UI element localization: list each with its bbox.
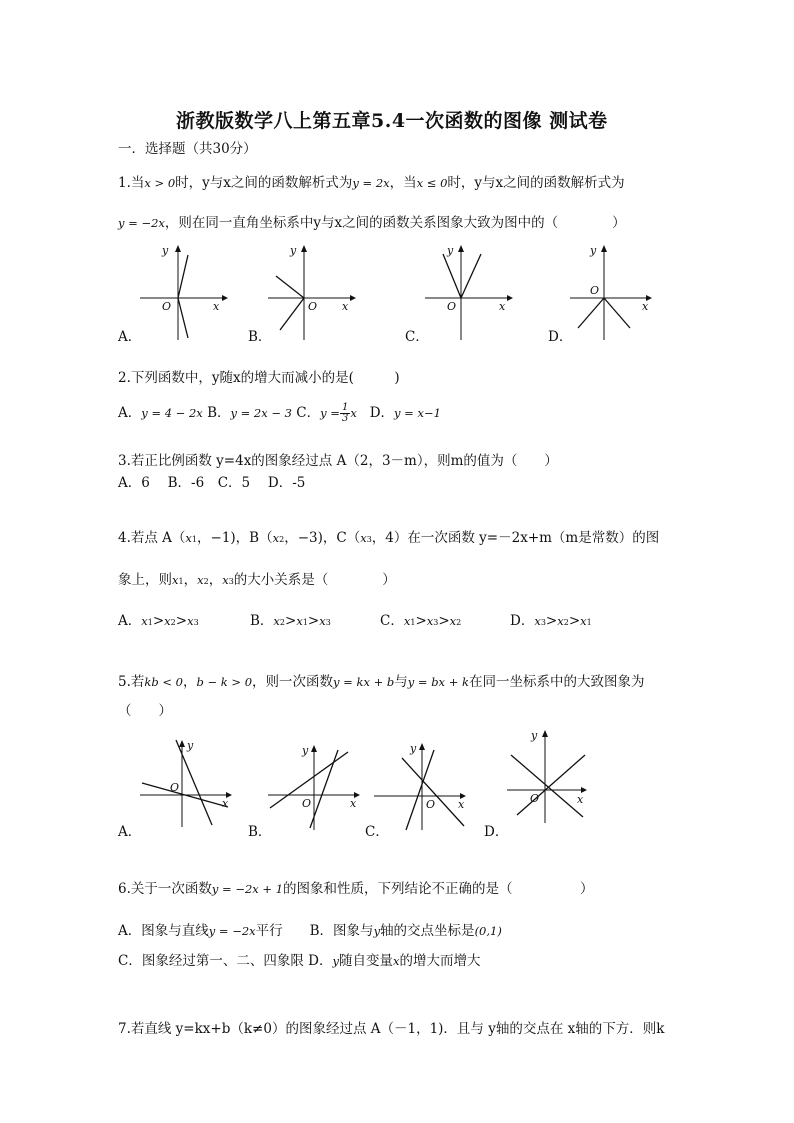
svg-text:x: x bbox=[499, 300, 506, 313]
question-2-options: A．y = 4 − 2x B．y = 2x − 3 C．y = $\frac{1}{3}$ x D．y = x−1 bbox=[118, 402, 441, 424]
svg-text:y: y bbox=[187, 739, 194, 752]
question-5-line-2: （ ） bbox=[118, 703, 172, 719]
svg-text:y: y bbox=[590, 244, 597, 257]
q5-graph-a bbox=[138, 735, 238, 830]
q5-option-c: C． bbox=[365, 824, 389, 840]
q1-option-b: B． bbox=[248, 329, 272, 345]
svg-text:O: O bbox=[447, 300, 457, 313]
q5-graph-b bbox=[266, 740, 366, 835]
svg-text:x: x bbox=[342, 300, 349, 313]
svg-text:y: y bbox=[290, 244, 297, 257]
svg-text:O: O bbox=[530, 792, 540, 805]
q1-graph-d bbox=[570, 240, 660, 340]
svg-text:y: y bbox=[162, 244, 169, 257]
question-4-option-a: A．x1>x2>x3 bbox=[118, 613, 199, 629]
q5-option-d: D． bbox=[484, 824, 509, 840]
svg-text:O: O bbox=[308, 300, 318, 313]
svg-text:y: y bbox=[531, 729, 538, 742]
svg-text:x: x bbox=[577, 793, 584, 806]
svg-text:x: x bbox=[350, 797, 357, 810]
question-2-stem: 2.下列函数中，y随x的增大而减小的是( ) bbox=[118, 370, 400, 386]
q5-option-b: B． bbox=[248, 824, 272, 840]
q5-graph-c bbox=[372, 738, 472, 833]
q1-graph-a bbox=[140, 240, 230, 340]
svg-text:x: x bbox=[642, 300, 649, 313]
svg-text:O: O bbox=[590, 284, 600, 297]
question-6-options-ab: A．图象与直线y = −2x平行 B．图象与y轴的交点坐标是(0,1) bbox=[118, 923, 502, 939]
question-4-option-c: C．x1>x3>x2 bbox=[380, 613, 462, 629]
svg-text:O: O bbox=[426, 798, 436, 811]
q1-option-a: A． bbox=[118, 329, 142, 345]
question-7-stem: 7.若直线 y=kx+b（k≠0）的图象经过点 A（－1，1)．且与 y轴的交点在 x轴的下方．则k bbox=[118, 1021, 665, 1037]
question-1-line-1: 1.当x > 0时，y与x之间的函数解析式为y = 2x，当x ≤ 0时，y与x之间的函数解析式为 bbox=[118, 175, 625, 191]
question-3-options: A．6 B．-6 C．5 D．-5 bbox=[118, 475, 306, 491]
svg-text:x: x bbox=[458, 798, 465, 811]
svg-text:O: O bbox=[162, 300, 172, 313]
question-5-line-1: 5.若kb < 0，b − k > 0，则一次函数y = kx + b与y = bx + k在同一坐标系中的大致图象为 bbox=[118, 674, 645, 690]
question-1-line-2: y = −2x，则在同一直角坐标系中y与x之间的函数关系图象大致为图中的（ ） bbox=[118, 215, 626, 231]
question-6-stem: 6.关于一次函数y = −2x + 1的图象和性质，下列结论不正确的是（ ） bbox=[118, 881, 594, 897]
q5-graph-d bbox=[505, 725, 605, 825]
question-4-line-1: 4.若点 A（x1，−1)，B（x2，−3)，C（x3，4）在一次函数 y=－2x+m（m是常数）的图 bbox=[118, 530, 660, 546]
page-title: 浙教版数学八上第五章5.4一次函数的图像 测试卷 bbox=[176, 110, 608, 132]
svg-text:y: y bbox=[410, 742, 417, 755]
question-4-option-d: D．x3>x2>x1 bbox=[510, 613, 592, 629]
question-3-stem: 3.若正比例函数 y=4x的图象经过点 A（2，3－m），则m的值为（ ） bbox=[118, 453, 558, 469]
question-6-options-cd: C．图象经过第一、二、四象限 D．y随自变量x的增大而增大 bbox=[118, 953, 481, 969]
svg-text:O: O bbox=[170, 781, 180, 794]
svg-text:x: x bbox=[213, 300, 220, 313]
svg-text:x: x bbox=[222, 797, 229, 810]
q1-option-d: D． bbox=[548, 329, 573, 345]
question-4-line-2: 象上，则x1，x2，x3的大小关系是（ ） bbox=[118, 572, 396, 588]
section-heading: 一．选择题（共30分） bbox=[118, 141, 257, 157]
svg-text:O: O bbox=[302, 797, 312, 810]
question-4-option-b: B．x2>x1>x3 bbox=[250, 613, 331, 629]
q1-graph-b bbox=[268, 240, 358, 340]
q5-option-a: A． bbox=[118, 824, 142, 840]
svg-text:y: y bbox=[447, 244, 454, 257]
q1-graph-c bbox=[425, 240, 515, 340]
svg-text:y: y bbox=[302, 744, 309, 757]
q1-option-c: C． bbox=[405, 329, 429, 345]
